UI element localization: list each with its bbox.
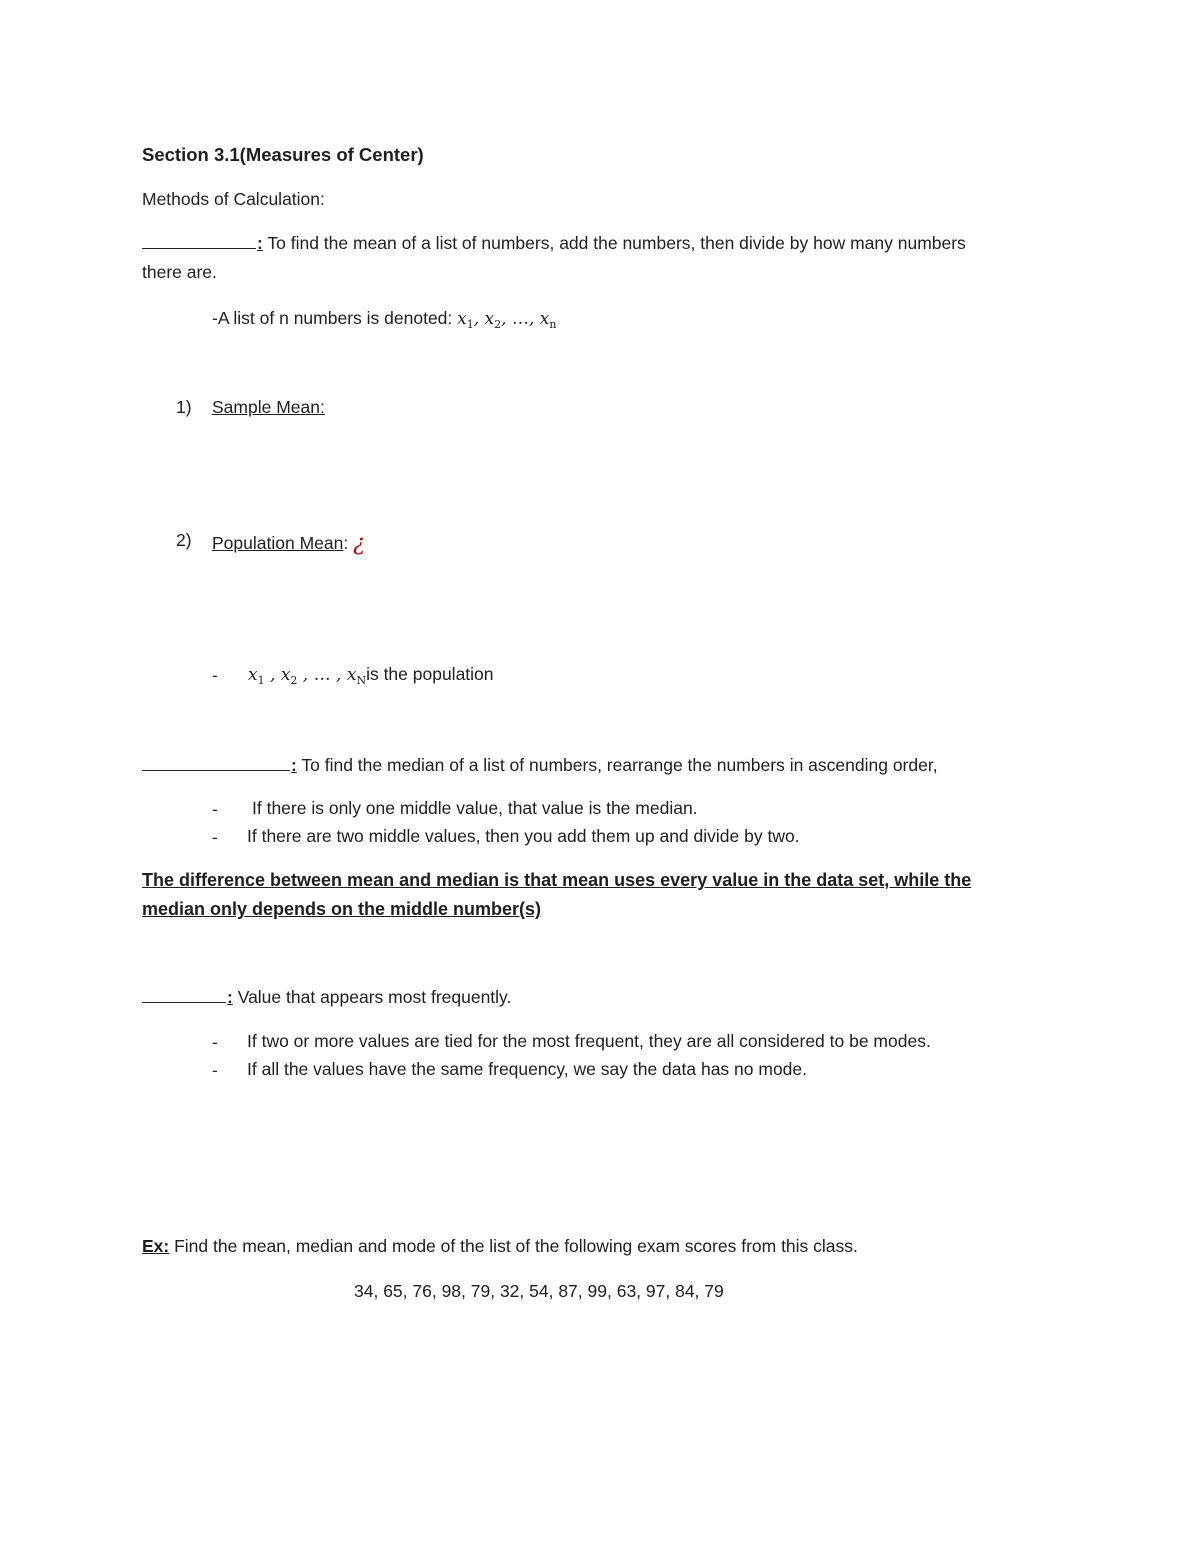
median-blank[interactable]: [142, 769, 290, 771]
bullet-dash: -: [212, 1061, 218, 1080]
mode-label-colon: :: [227, 987, 233, 1007]
sample-mean-number: 1): [176, 397, 192, 417]
mode-blank[interactable]: [142, 1001, 226, 1003]
mode-bullet-2: If all the values have the same frequency, we say the data has no mode.: [247, 1059, 808, 1079]
median-bullet-2: If there are two middle values, then you add them up and divide by two.: [247, 826, 800, 846]
mean-definition-cont: there are.: [142, 262, 217, 282]
mean-definition-text: To find the mean of a list of numbers, add the numbers, then divide by how many numbers: [262, 233, 966, 253]
bullet-dash: -: [212, 800, 218, 819]
math-xN: x: [346, 665, 357, 685]
median-label-colon: :: [291, 755, 297, 775]
math-sub-n: n: [549, 318, 557, 331]
exam-scores: 34, 65, 76, 98, 79, 32, 54, 87, 99, 63, 97, 84, 79: [354, 1281, 724, 1301]
list-notation-text: -A list of n numbers is denoted:: [212, 308, 458, 328]
math-x2: x: [280, 665, 291, 685]
median-definition-text: To find the median of a list of numbers, rearrange the numbers in ascending order,: [296, 755, 938, 775]
difference-note-line1: The difference between mean and median is that mean uses every value in the data set, while the: [142, 870, 972, 890]
example-prompt: [142, 1238, 858, 1256]
math-sep: ,: [501, 309, 512, 329]
math-sub-1: 1: [257, 674, 265, 687]
list-notation: [212, 310, 556, 330]
methods-heading: Methods of Calculation:: [142, 189, 325, 209]
list-notation-math: [457, 309, 556, 329]
median-definition: [142, 757, 938, 775]
math-sep: ,: [330, 665, 347, 685]
mode-bullet-1: If two or more values are tied for the most frequent, they are all considered to be modes.: [247, 1031, 931, 1051]
math-sep: ,: [264, 665, 281, 685]
math-x2: x: [484, 309, 495, 329]
math-x1: x: [457, 309, 467, 329]
math-sub-2: 2: [494, 318, 502, 331]
math-sep: ,: [528, 309, 540, 329]
population-note: [248, 666, 494, 686]
math-sep: ,: [473, 309, 485, 329]
math-ellipsis: …: [313, 665, 331, 685]
math-sub-2: 2: [290, 674, 298, 687]
math-sub-1: 1: [466, 318, 474, 331]
mode-definition-text: Value that appears most frequently.: [232, 987, 512, 1007]
sample-mean-label: Sample Mean:: [212, 397, 325, 417]
population-mean-row: [212, 532, 365, 554]
bullet-dash: -: [212, 666, 218, 685]
example-label: Ex:: [142, 1236, 170, 1256]
population-mean-colon: :: [343, 533, 349, 553]
population-mean-number: 2): [176, 530, 192, 550]
section-title: Section 3.1(Measures of Center): [142, 144, 424, 165]
mean-blank[interactable]: [142, 247, 256, 249]
population-mean-label: Population Mean: [212, 533, 344, 553]
math-ellipsis: …: [511, 309, 529, 329]
bullet-dash: -: [212, 1033, 218, 1052]
bullet-dash: -: [212, 828, 218, 847]
difference-note-line2: median only depends on the middle number(s): [142, 899, 542, 919]
example-prompt-text: Find the mean, median and mode of the list of the following exam scores from this class.: [169, 1236, 858, 1256]
mode-definition: [142, 989, 511, 1007]
median-bullet-1: If there is only one middle value, that value is the median.: [252, 798, 698, 818]
math-x1: x: [248, 665, 258, 685]
mu-symbol: ¿: [353, 531, 365, 556]
math-sub-N: N: [356, 674, 367, 687]
population-note-text: is the population: [366, 664, 494, 684]
math-xn: x: [539, 309, 550, 329]
math-sep: ,: [297, 665, 314, 685]
population-math: [248, 665, 366, 685]
mean-definition: [142, 235, 966, 253]
mean-label-colon: :: [257, 233, 263, 253]
